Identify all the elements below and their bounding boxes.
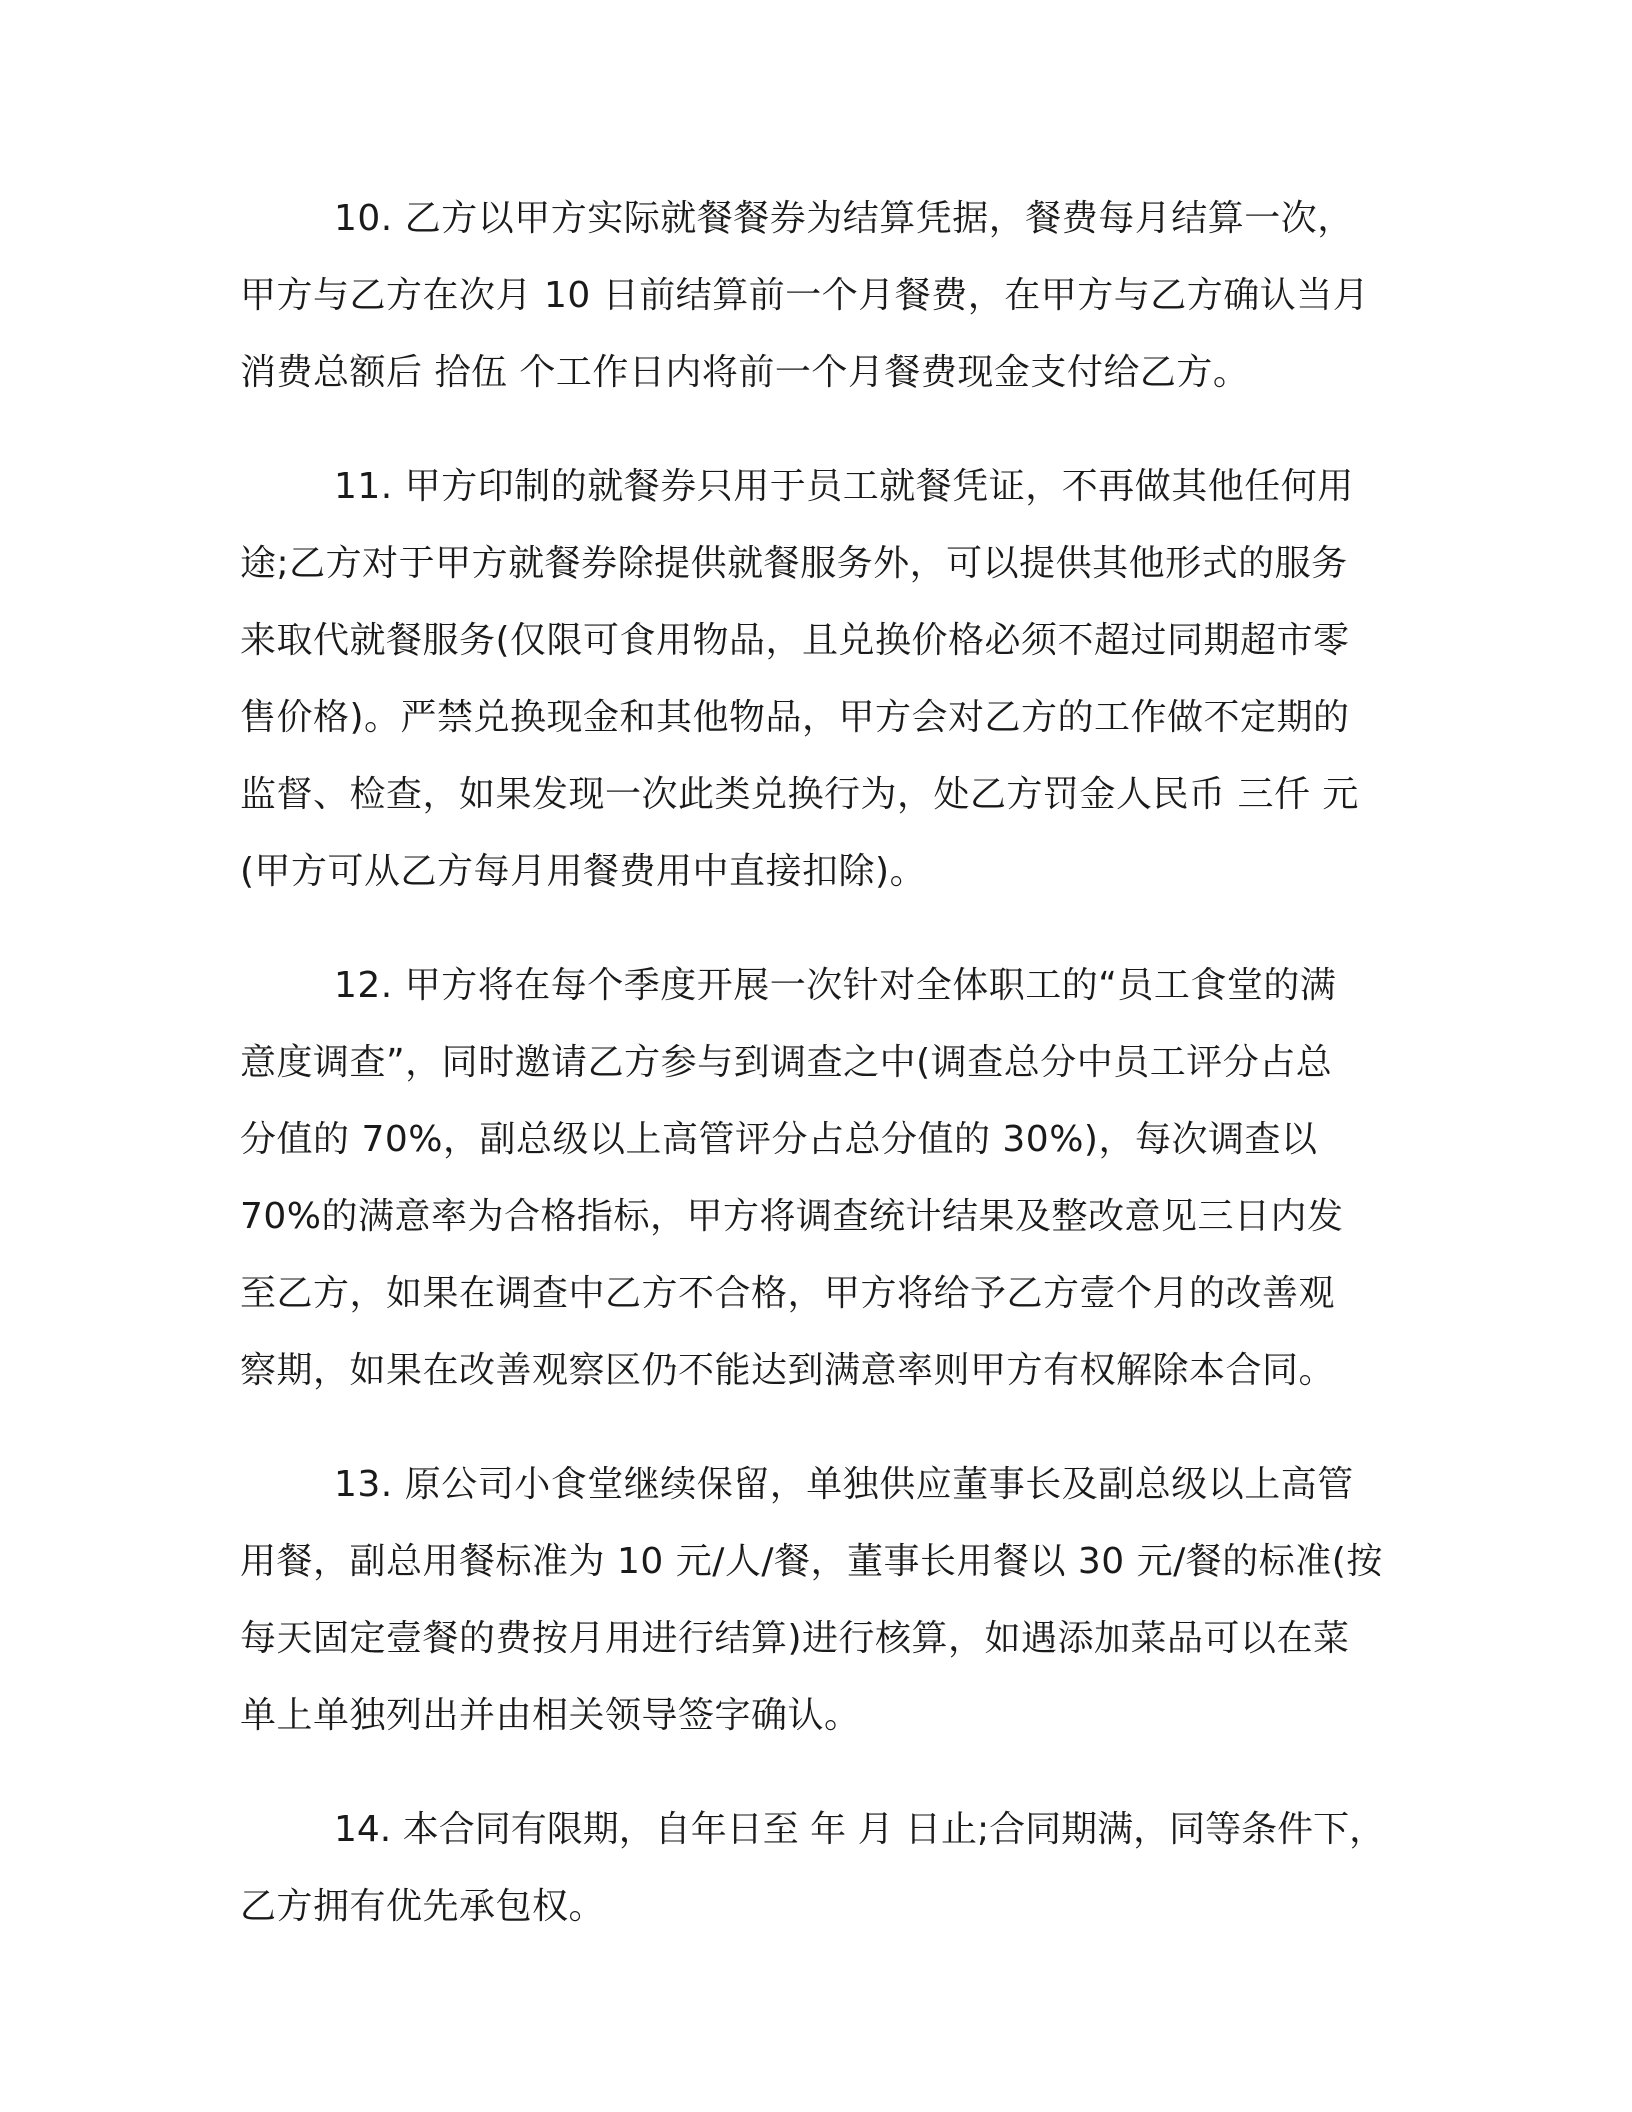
clause-line: 每天固定壹餐的费按月用进行结算)进行核算，如遇添加菜品可以在菜 xyxy=(240,1618,1350,1659)
clause-line: 13. 原公司小食堂继续保留，单独供应董事长及副总级以上高管 xyxy=(334,1464,1354,1505)
clause-line: 12. 甲方将在每个季度开展一次针对全体职工的“员工食堂的满 xyxy=(334,965,1337,1006)
clause-line: 察期，如果在改善观察区仍不能达到满意率则甲方有权解除本合同。 xyxy=(240,1350,1336,1391)
clause-line: 乙方拥有优先承包权。 xyxy=(240,1886,606,1927)
clause-line: 意度调查”，同时邀请乙方参与到调查之中(调查总分中员工评分占总 xyxy=(240,1042,1333,1083)
clause-line: 用餐，副总用餐标准为 10 元/人/餐，董事长用餐以 30 元/餐的标准(按 xyxy=(240,1541,1383,1582)
clause-10 xyxy=(240,180,1388,411)
clause-line: 单上单独列出并由相关领导签字确认。 xyxy=(240,1695,861,1736)
clause-line: 来取代就餐服务(仅限可食用物品，且兑换价格必须不超过同期超市零 xyxy=(240,620,1350,661)
clause-line: 售价格)。严禁兑换现金和其他物品，甲方会对乙方的工作做不定期的 xyxy=(240,697,1350,738)
document-page xyxy=(240,180,1388,1982)
clause-line: 分值的 70%，副总级以上高管评分占总分值的 30%)，每次调查以 xyxy=(240,1119,1318,1160)
clause-line: (甲方可从乙方每月用餐费用中直接扣除)。 xyxy=(240,851,927,892)
clause-line: 70%的满意率为合格指标，甲方将调查统计结果及整改意见三日内发 xyxy=(240,1196,1344,1237)
clause-11 xyxy=(240,448,1388,910)
clause-line: 10. 乙方以甲方实际就餐餐券为结算凭据，餐费每月结算一次， xyxy=(334,198,1354,239)
clause-line: 消费总额后 拾伍 个工作日内将前一个月餐费现金支付给乙方。 xyxy=(240,352,1250,393)
clause-line: 11. 甲方印制的就餐券只用于员工就餐凭证，不再做其他任何用 xyxy=(334,466,1354,507)
clause-12 xyxy=(240,947,1388,1409)
clause-13 xyxy=(240,1446,1388,1754)
clause-line: 甲方与乙方在次月 10 日前结算前一个月餐费，在甲方与乙方确认当月 xyxy=(240,275,1370,316)
clause-line: 监督、检查，如果发现一次此类兑换行为，处乙方罚金人民币 三仟 元 xyxy=(240,774,1359,815)
clause-line: 14. 本合同有限期，自年日至 年 月 日止;合同期满，同等条件下， xyxy=(334,1809,1386,1850)
clause-line: 至乙方，如果在调查中乙方不合格，甲方将给予乙方壹个月的改善观 xyxy=(240,1273,1336,1314)
clause-14 xyxy=(240,1791,1388,1945)
clause-line: 途;乙方对于甲方就餐券除提供就餐服务外，可以提供其他形式的服务 xyxy=(240,543,1348,584)
